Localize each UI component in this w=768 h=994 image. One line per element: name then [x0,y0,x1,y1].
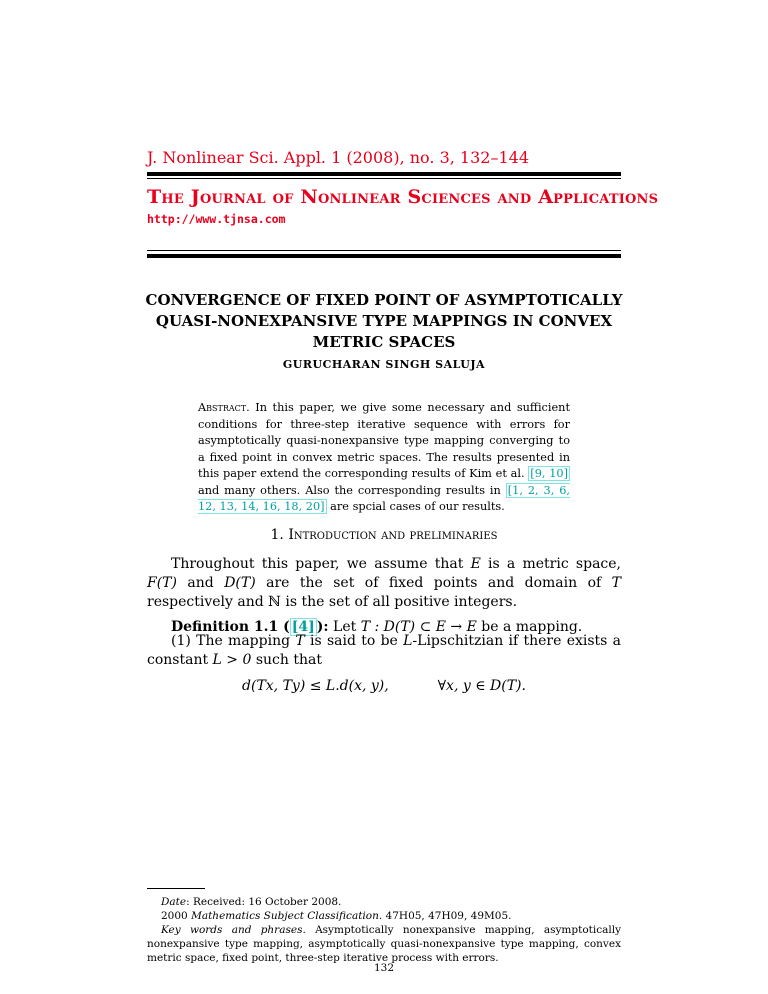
section-heading: 1. Introduction and preliminaries [270,527,498,543]
footnotes [147,895,621,965]
header-rule-bottom [147,254,621,258]
page-number: 132 [373,962,395,974]
lipschitz-equation: d(Tx, Ty) ≤ L.d(x, y), ∀x, y ∈ D(T). [242,678,526,694]
citation-link[interactable]: [4] [291,619,315,635]
footnote-date: Date: Received: 16 October 2008. [161,896,342,908]
journal-url-link[interactable]: http://www.tjnsa.com [147,212,286,226]
footnote-msc: 2000 Mathematics Subject Classification. 47H05, 47H09, 49M05. [161,910,512,922]
definition-item-1: (1) The mapping T is said to be L-Lipschitzian if there exists a constant L > 0 such that [147,633,621,668]
footnote-rule [147,888,205,889]
definition-1-1: Definition 1.1 ( [4] ): Let T : D(T) ⊂ E → E be a mapping. [171,619,583,635]
journal-reference: J. Nonlinear Sci. Appl. 1 (2008), no. 3, 132–144 [147,148,529,167]
author-name: GURUCHARAN SINGH SALUJA [282,358,486,371]
citation-link[interactable]: [9, 10] [530,467,569,480]
paper-title: CONVERGENCE OF FIXED POINT OF ASYMPTOTICALLY QUASI-NONEXPANSIVE TYPE MAPPINGS IN CONVEX METRIC SPACES [145,291,623,351]
journal-name: THE JOURNAL OF NONLINEAR SCIENCES AND APPLICATIONS [147,186,659,208]
header-rule-top [147,172,621,176]
header-rule-top-thin [147,178,621,179]
citation-link[interactable]: [1, 2, 3, 6, 12, 13, 14, 16, 18, 20] [198,483,571,513]
footnote-keywords: Key words and phrases. Asymptotically nonexpansive mapping, asymptotically nonexpansive type mapping, asymptotically quasi-nonexpansive type mapping, convex metric space, fixed point, three-step iterative process with errors. [147,924,622,964]
intro-paragraph: Throughout this paper, we assume that E is a metric space, F(T) and D(T) are the set of fixed points and domain of T respectively and ℕ is the set of all positive integers. [147,556,621,610]
abstract: Abstract. In this paper, we give some necessary and sufficient conditions for three-step iterative sequence with errors for asymptotically quasi-nonexpansive type mapping converging to a fixed point in convex metric spaces. The results presented in this paper extend the corresponding results of Kim et al. [9, 10] and many others. Also the corresponding results in [1, 2, 3, 6, 12, 13, 14, 16, 18, 20] are spcial cases of our results. [198,401,571,513]
header-rule-bottom-thin [147,250,621,251]
